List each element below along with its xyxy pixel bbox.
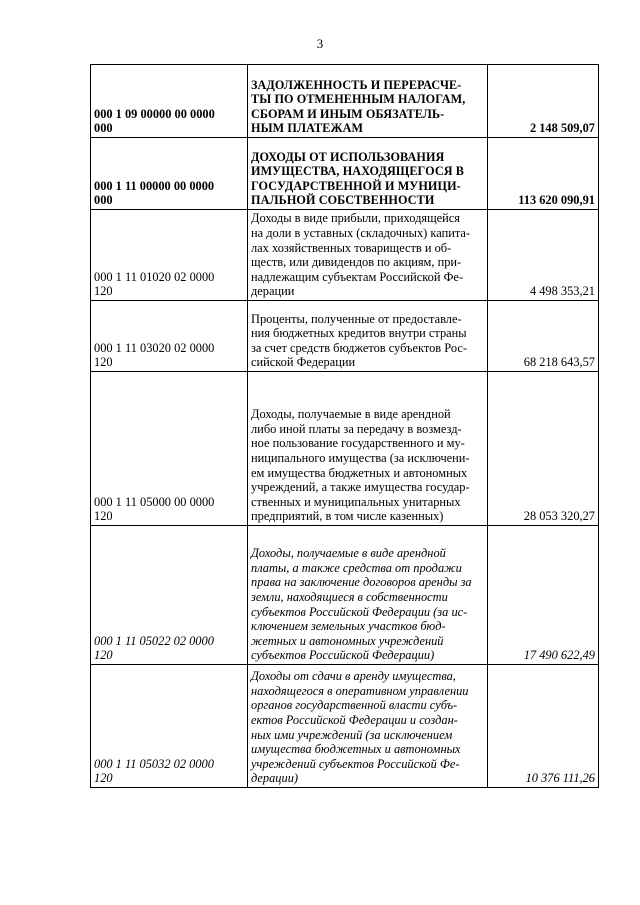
table-row xyxy=(91,301,599,372)
budget-code-cell: 000 1 11 05000 00 0000 120 xyxy=(91,372,248,526)
budget-code-cell: 000 1 11 05032 02 0000 120 xyxy=(91,665,248,788)
amount-cell: 17 490 622,49 xyxy=(488,526,599,665)
revenue-name-cell: Проценты, полученные от предоставле- ния бюджетных кредитов внутри страны за счет средств бюджетов субъектов Рос- сийской Федерации xyxy=(248,301,488,372)
budget-code-cell: 000 1 11 00000 00 0000 000 xyxy=(91,138,248,210)
amount-cell: 113 620 090,91 xyxy=(488,138,599,210)
revenue-name-cell: Доходы от сдачи в аренду имущества, находящегося в оперативном управлении органов государственной власти субъ- ектов Российской Федерации и создан- ных ими учреждений (за исключением имущества бюджетных и автономных учреждений субъектов Российской Фе- дерации) xyxy=(248,665,488,788)
table-row xyxy=(91,526,599,665)
revenue-name-cell: Доходы, получаемые в виде арендной платы, а также средства от продажи права на заключение договоров аренды за земли, находящиеся в собственности субъектов Российской Федерации (за ис- ключением земельных участков бюд- жетных и автономных учреждений субъектов Российской Федерации) xyxy=(248,526,488,665)
revenue-name-cell: ЗАДОЛЖЕННОСТЬ И ПЕРЕРАСЧЕ- ТЫ ПО ОТМЕНЕННЫМ НАЛОГАМ, СБОРАМ И ИНЫМ ОБЯЗАТЕЛЬ- НЫМ ПЛАТЕЖАМ xyxy=(248,65,488,138)
table-row xyxy=(91,210,599,301)
amount-cell: 10 376 111,26 xyxy=(488,665,599,788)
revenue-table xyxy=(90,64,599,788)
amount-cell: 68 218 643,57 xyxy=(488,301,599,372)
budget-code-cell: 000 1 11 01020 02 0000 120 xyxy=(91,210,248,301)
table-row xyxy=(91,372,599,526)
revenue-name-cell: Доходы, получаемые в виде арендной либо иной платы за передачу в возмезд- ное пользование государственного и му- ниципального имущества (за исключени- ем имущества бюджетных и автономных учреждений, а также имущества государ- ственных и муниципальных унитарных предприятий, в том числе казенных) xyxy=(248,372,488,526)
table-row xyxy=(91,138,599,210)
budget-code-cell: 000 1 11 05022 02 0000 120 xyxy=(91,526,248,665)
table-row xyxy=(91,665,599,788)
page-number: 3 xyxy=(316,36,324,51)
amount-cell: 28 053 320,27 xyxy=(488,372,599,526)
table-row xyxy=(91,65,599,138)
revenue-name-cell: Доходы в виде прибыли, приходящейся на доли в уставных (складочных) капита- лах хозяйственных товариществ и об- ществ, или дивидендов по акциям, при- надлежащим субъектам Российской Фе- дерации xyxy=(248,210,488,301)
amount-cell: 4 498 353,21 xyxy=(488,210,599,301)
budget-code-cell: 000 1 09 00000 00 0000 000 xyxy=(91,65,248,138)
amount-cell: 2 148 509,07 xyxy=(488,65,599,138)
budget-code-cell: 000 1 11 03020 02 0000 120 xyxy=(91,301,248,372)
revenue-name-cell: ДОХОДЫ ОТ ИСПОЛЬЗОВАНИЯ ИМУЩЕСТВА, НАХОДЯЩЕГОСЯ В ГОСУДАРСТВЕННОЙ И МУНИЦИ- ПАЛЬНОЙ СОБСТВЕННОСТИ xyxy=(248,138,488,210)
